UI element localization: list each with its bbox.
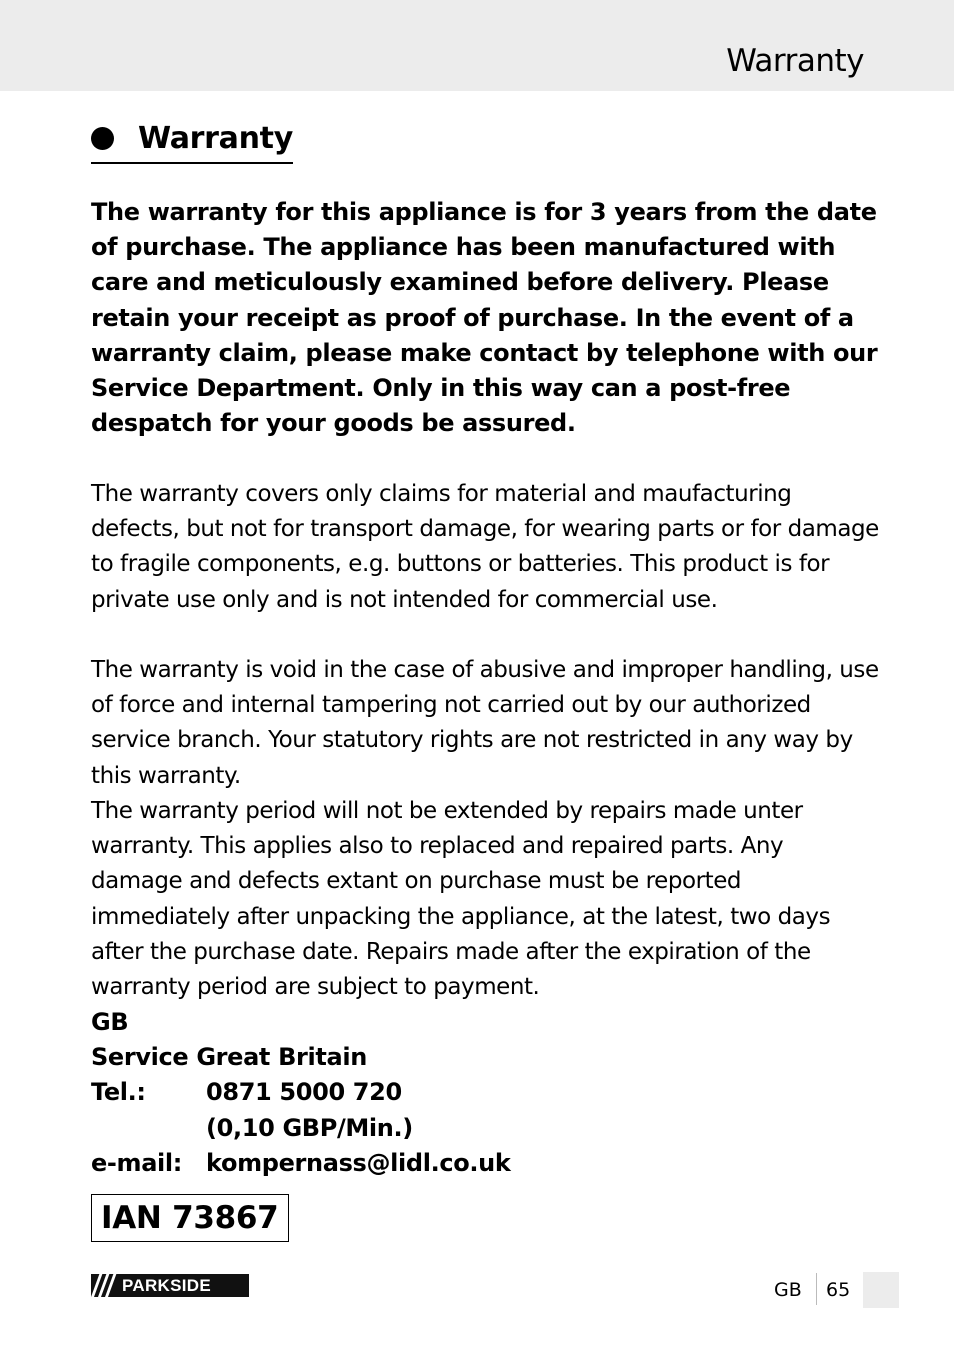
section-heading	[91, 118, 293, 164]
ian-number: IAN 73867	[101, 1200, 279, 1236]
body-paragraph-period: The warranty period will not be extended by repairs made unter warranty. This applies also to replaced and repaired parts. Any damage and defects extant on purchase must be reported immediately after unpacking the appliance, at the latest, two days after the purchase date. Repairs made after the expiration of the warranty period are subject to payment.	[91, 798, 831, 1001]
contact-email-value: kompernass@lidl.co.uk	[206, 1148, 511, 1177]
brand-name: PARKSIDE	[122, 1275, 211, 1295]
contact-country: GB	[91, 1008, 129, 1036]
page-number: 65	[826, 1279, 851, 1301]
contact-tel-value: 0871 5000 720	[206, 1078, 402, 1107]
ian-number-box	[91, 1194, 289, 1242]
service-contact	[91, 1005, 791, 1181]
contact-spacer	[91, 1111, 206, 1146]
bullet-dot-icon	[91, 127, 114, 150]
parkside-logo	[91, 1274, 249, 1297]
intro-paragraph: The warranty for this appliance is for 3 years from the date of purchase. The appliance has been manufactured with care and meticulously examined before delivery. Please retain your receipt as proof of purchase. In the event of a warranty claim, please make contact by telephone with our Service Department. Only in this way can a post-free despatch for your goods be assured.	[91, 198, 878, 438]
body-paragraph-coverage: The warranty covers only claims for material and maufacturing defects, but not for transport damage, for wearing parts or for damage to fragile components, e.g. buttons or batteries. This product is for private use only and is not intended for commercial use.	[91, 481, 879, 613]
page-header-title: Warranty	[726, 43, 864, 79]
contact-service-name: Service Great Britain	[91, 1043, 367, 1072]
footer-divider	[816, 1273, 817, 1305]
section-heading-text: Warranty	[138, 120, 293, 156]
contact-tel-label: Tel.:	[91, 1078, 146, 1107]
footer-language: GB	[774, 1279, 802, 1301]
logo-slashes-icon	[95, 1274, 116, 1297]
contact-email-label: e-mail:	[91, 1148, 183, 1177]
contact-tel-rate: (0,10 GBP/Min.)	[206, 1113, 413, 1142]
body-paragraph-void: The warranty is void in the case of abusive and improper handling, use of force and internal tampering not carried out by our authorized service branch. Your statutory rights are not restricted in any way by this warranty.	[91, 657, 879, 789]
page-tab-marker	[863, 1272, 899, 1308]
